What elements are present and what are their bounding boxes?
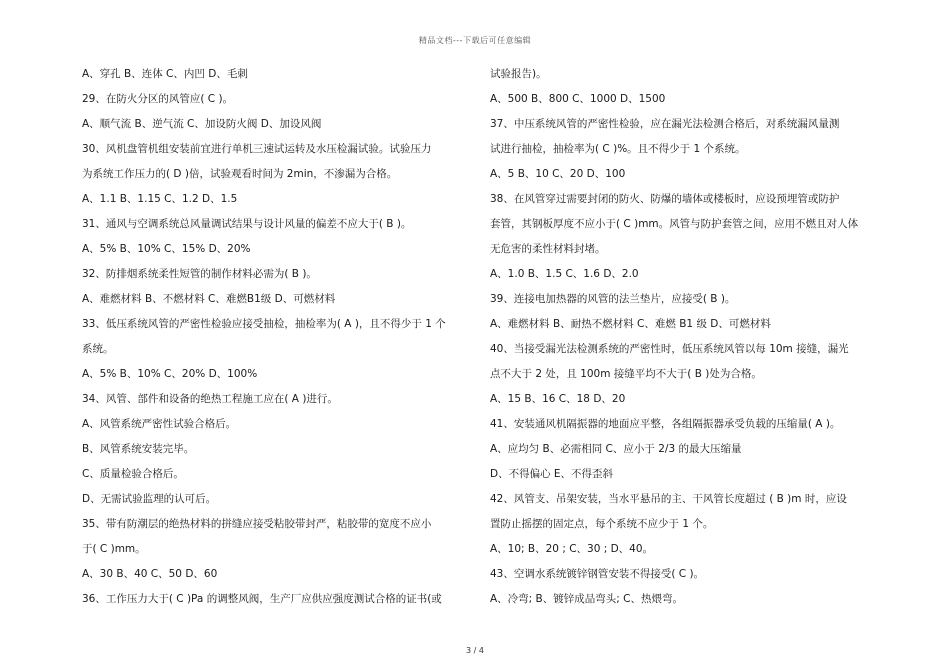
text-line: A、1.1 B、1.15 C、1.2 D、1.5 (82, 193, 238, 205)
text-line: 40、当接受漏光法检测系统的严密性时，低压系统风管以每 10m 接缝，漏光 (490, 343, 849, 355)
page-header: 精品文档---下载后可任意编辑 (418, 36, 532, 45)
text-line: A、冷弯; B、镀锌成品弯头; C、热煨弯。 (490, 593, 683, 605)
text-line: A、顺气流 B、逆气流 C、加设防火阀 D、加设风阀 (82, 118, 322, 130)
text-line: 39、连接电加热器的风管的法兰垫片，应接受( B )。 (490, 293, 736, 305)
text-line: A、30 B、40 C、50 D、60 (82, 568, 218, 580)
text-line: 系统。 (82, 343, 114, 355)
text-line: B、风管系统安装完毕。 (82, 443, 195, 455)
text-line: 36、工作压力大于( C )Pa 的调整风阀，生产厂应供应强度测试合格的证书(或 (82, 593, 442, 605)
text-line: 试进行抽检，抽检率为( C )%。且不得少于 1 个系统。 (490, 143, 746, 155)
page-number: 3 / 4 (466, 646, 484, 655)
text-line: 为系统工作压力的( D )倍，试验观看时间为 2min，不渗漏为合格。 (82, 168, 398, 180)
text-line: A、1.0 B、1.5 C、1.6 D、2.0 (490, 268, 639, 280)
text-line: A、5% B、10% C、20% D、100% (82, 368, 258, 380)
text-line: 31、通风与空调系统总风量调试结果与设计风量的偏差不应大于( B )。 (82, 218, 412, 230)
text-line: 32、防排烟系统柔性短管的制作材料必需为( B )。 (82, 268, 317, 280)
text-line: 42、风管支、吊架安装，当水平悬吊的主、干风管长度超过 ( B )m 时，应设 (490, 493, 847, 505)
text-line: D、不得偏心 E、不得歪斜 (490, 468, 614, 480)
text-line: A、穿孔 B、连体 C、内凹 D、毛刺 (82, 68, 248, 80)
text-line: 41、安装通风机隔振器的地面应平整，各组隔振器承受负载的压缩量( A )。 (490, 418, 841, 430)
text-line: 37、中压系统风管的严密性检验，应在漏光法检测合格后，对系统漏风量测 (490, 118, 840, 130)
text-line: A、15 B、16 C、18 D、20 (490, 393, 626, 405)
text-line: 35、带有防潮层的绝热材料的拼缝应接受粘胶带封严，粘胶带的宽度不应小 (82, 518, 432, 530)
text-line: 34、风管、部件和设备的绝热工程施工应在( A )进行。 (82, 393, 338, 405)
text-line: A、10; B、20 ; C、30 ; D、40。 (490, 543, 654, 555)
text-line: 无危害的柔性材料封堵。 (490, 243, 606, 255)
text-line: 43、空调水系统镀锌钢管安装不得接受( C )。 (490, 568, 705, 580)
text-line: 套管，其钢板厚度不应小于( C )mm。风管与防护套管之间，应用不燃且对人体 (490, 218, 859, 230)
text-line: 置防止摇摆的固定点，每个系统不应少于 1 个。 (490, 518, 714, 530)
text-line: 点不大于 2 处，且 100m 接缝平均不大于( B )处为合格。 (490, 368, 762, 380)
text-line: A、难燃材料 B、耐热不燃材料 C、难燃 B1 级 D、可燃材料 (490, 318, 771, 330)
text-line: C、质量检验合格后。 (82, 468, 184, 480)
text-line: 29、在防火分区的风管应( C )。 (82, 93, 234, 105)
text-line: D、无需试验监理的认可后。 (82, 493, 217, 505)
text-line: A、500 B、800 C、1000 D、1500 (490, 93, 666, 105)
right-column (490, 62, 870, 612)
text-line: A、5 B、10 C、20 D、100 (490, 168, 626, 180)
text-line: A、难燃材料 B、不燃材料 C、难燃B1级 D、可燃材料 (82, 293, 336, 305)
left-column (82, 62, 462, 612)
text-line: 38、在风管穿过需要封闭的防火、防爆的墙体或楼板时，应设预埋管或防护 (490, 193, 840, 205)
text-line: 30、风机盘管机组安装前宜进行单机三速试运转及水压检漏试验。试验压力 (82, 143, 432, 155)
text-line: 试验报告)。 (490, 68, 547, 80)
text-line: A、5% B、10% C、15% D、20% (82, 243, 251, 255)
text-line: A、风管系统严密性试验合格后。 (82, 418, 237, 430)
text-line: A、应均匀 B、必需相同 C、应小于 2/3 的最大压缩量 (490, 443, 742, 455)
text-line: 于( C )mm。 (82, 543, 146, 555)
text-line: 33、低压系统风管的严密性检验应接受抽检，抽检率为( A )，且不得少于 1 个 (82, 318, 446, 330)
